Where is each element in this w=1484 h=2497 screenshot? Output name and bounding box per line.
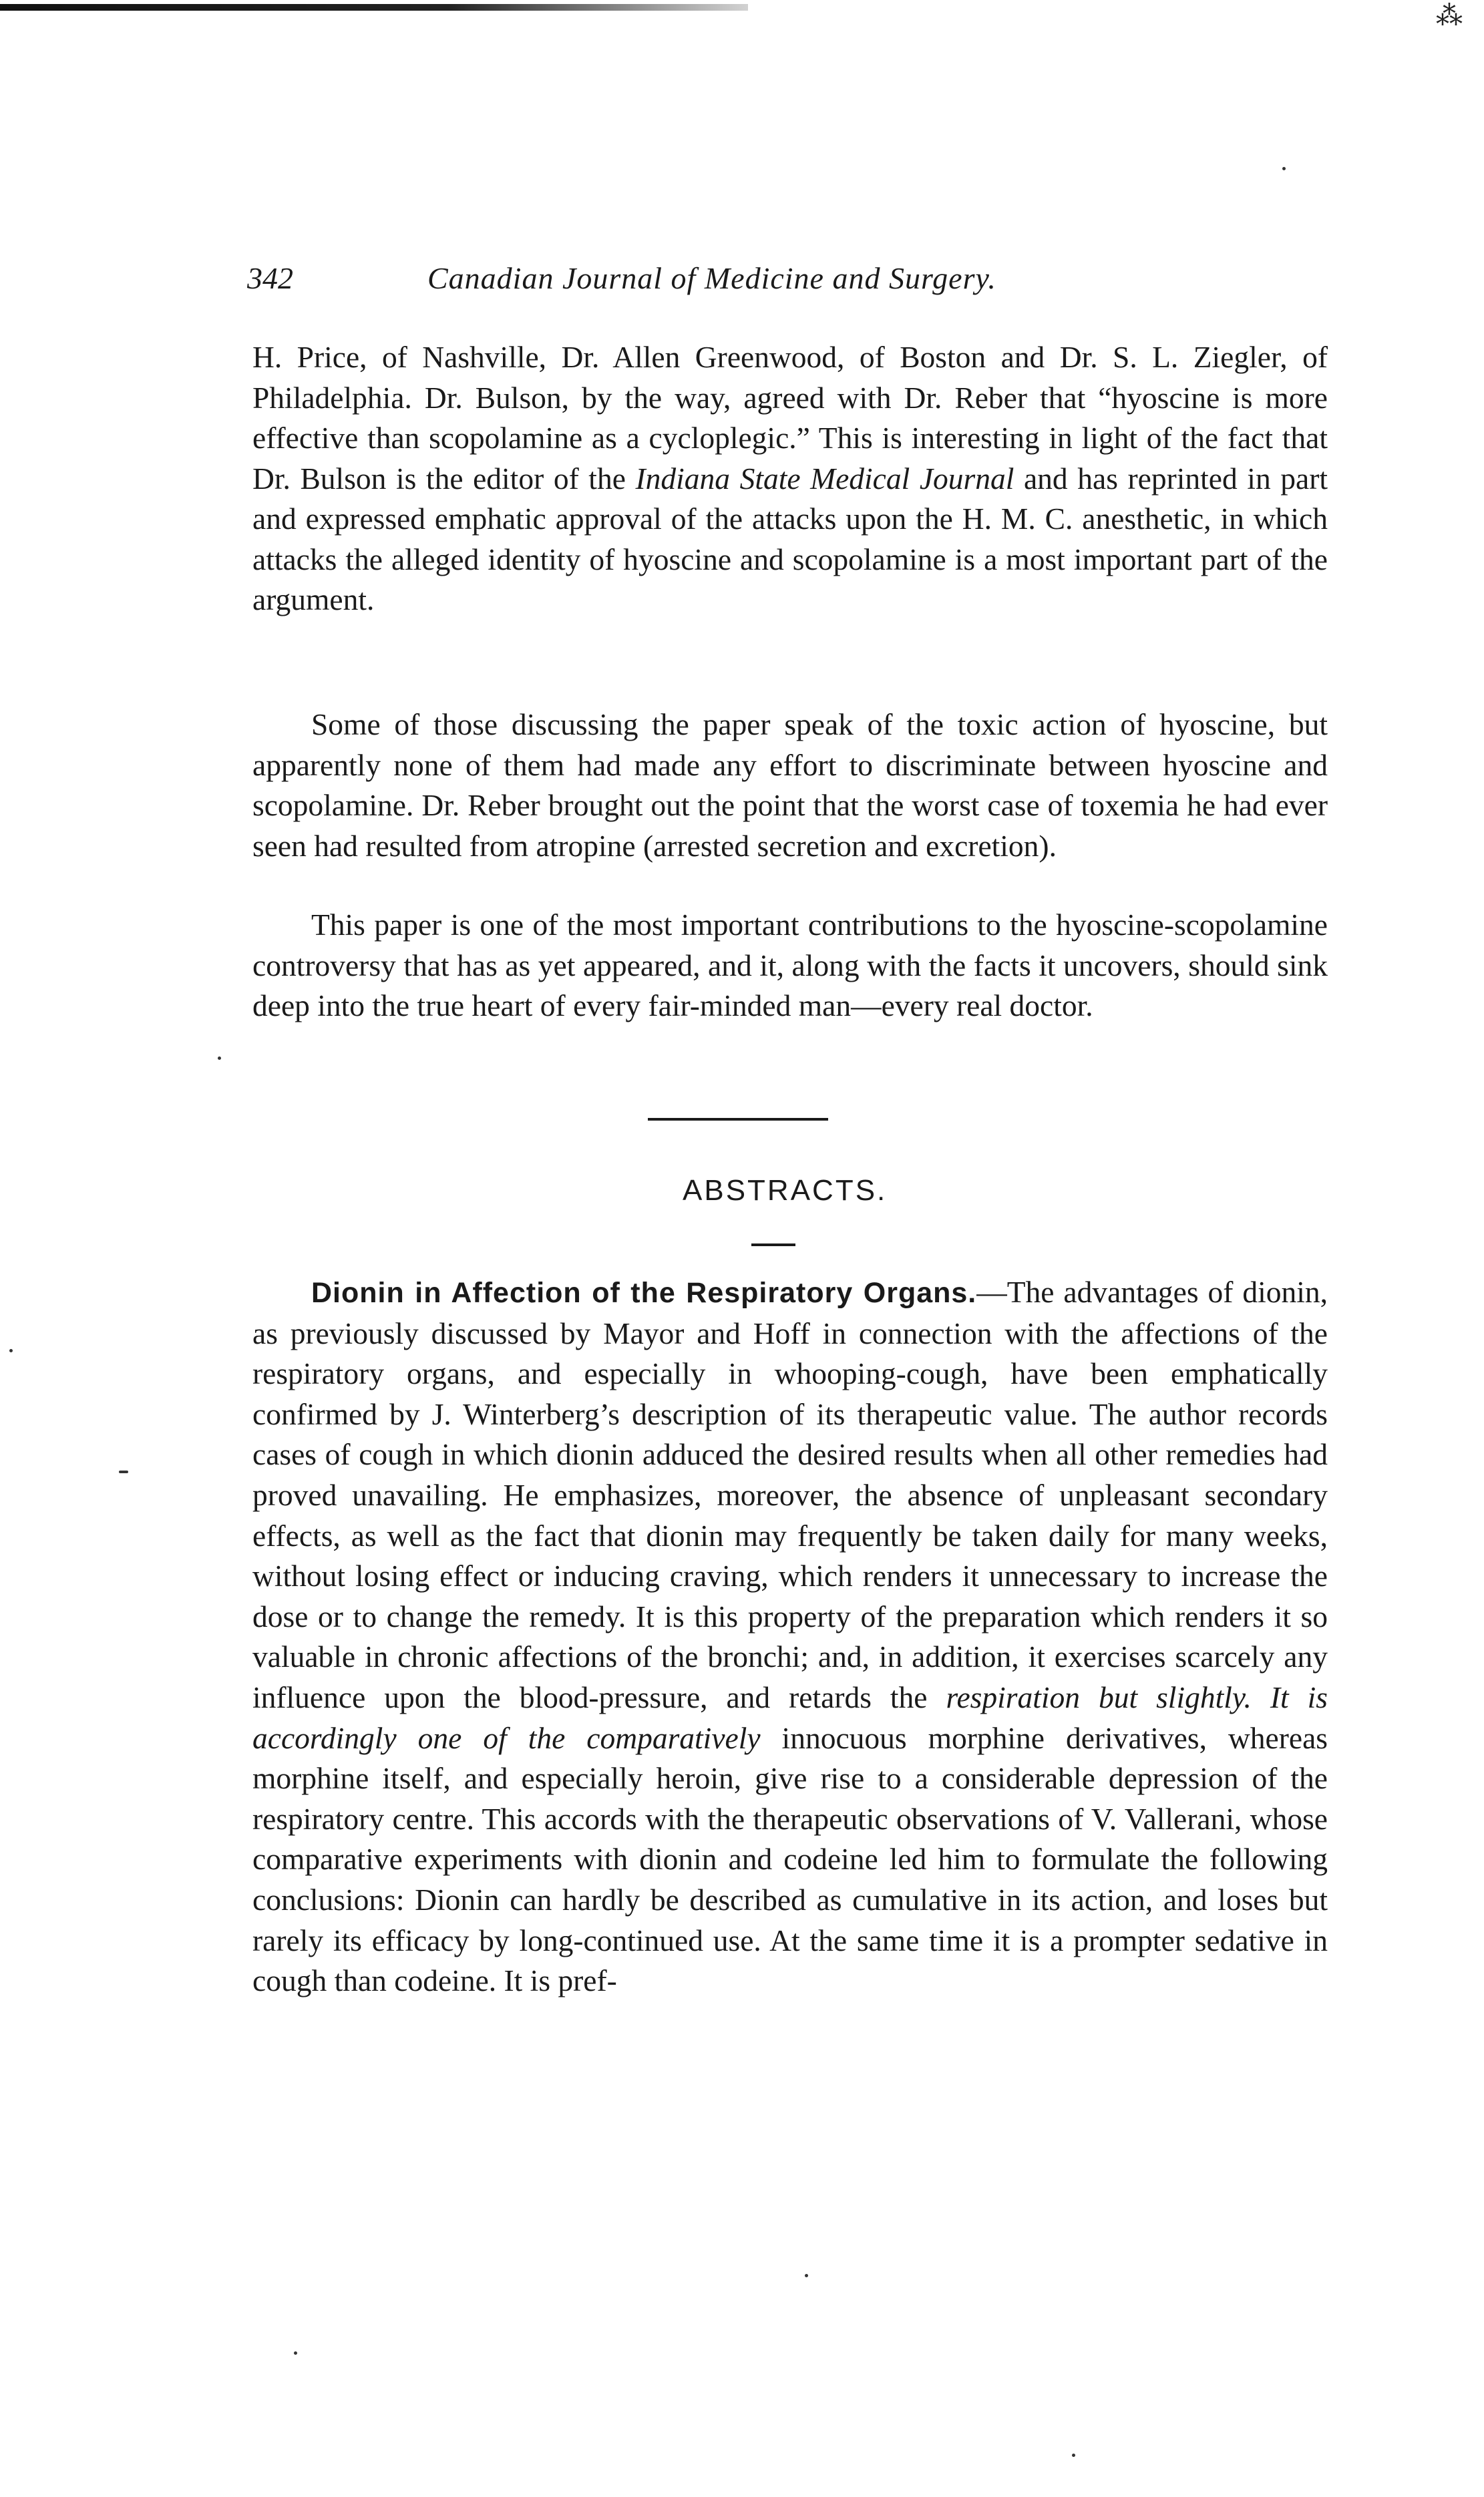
scan-speck xyxy=(9,1349,13,1352)
scan-speck xyxy=(1072,2454,1075,2457)
paragraph-1 xyxy=(252,337,1328,620)
paragraph-2-text: Some of those discussing the paper speak of the toxic action of hyoscine, but apparently none of them had made any effort to discriminate between hyoscine and scopolamine. Dr. Reber brought out the point that the worst case of toxemia he had ever seen had resulted from atropine (arrested secretion and excretion). xyxy=(252,707,1328,863)
scan-corner-mark: ⁂ xyxy=(1436,1,1463,31)
running-header xyxy=(247,260,1195,307)
abstract-paragraph xyxy=(252,1272,1328,2001)
scan-speck xyxy=(805,2274,808,2277)
abstract-body-a: —The advantages of dionin, as previously discussed by Mayor and Hoff in connection with the affections of the respiratory organs, and especially in whooping-cough, have been emphatically confirmed by J. Winterberg’s description of its therapeutic value. The author records cases of cough in which dionin adduced the desired results when all other remedies had proved unavailing. He emphasizes, moreover, the absence of unpleasant secondary effects, as well as the fact that dionin may frequently be taken daily for many weeks, without losing effect or inducing craving, which renders it unnecessary to increase the dose or to change the remedy. It is this property of the preparation which renders it so valuable in chronic affections of the bronchi; and, in addition, it exercises scarcely any influence upon the blood-pressure, and retards the xyxy=(252,1275,1328,1714)
scan-speck xyxy=(119,1471,128,1473)
paragraph-3-text: This paper is one of the most important contributions to the hyoscine-scopolamine controversy that has as yet appeared, and it, along with the facts it uncovers, should sink deep into the true heart of every fair-minded man—every real doctor. xyxy=(252,908,1328,1022)
section-divider-short xyxy=(751,1243,795,1246)
page-number: 342 xyxy=(247,261,293,295)
section-divider-long xyxy=(648,1118,828,1121)
scan-edge-rule xyxy=(0,4,748,11)
paragraph-1-text-a: H. Price, of Nashville, Dr. Allen Greenwood, of Boston and Dr. S. L. Ziegler, of Philadelphia. Dr. Bulson, by the way, agreed with Dr. Reber that “hyoscine is more effective than scopolamine as a cycloplegic.” This is interesting in light of the fact that Dr. Bulson is the editor of the xyxy=(252,340,1328,496)
paragraph-1-text-b: and has reprinted in part and expressed emphatic approval of the attacks upon the H. M. C. anesthetic, in which attacks the alleged identity of hyoscine and scopolamine is a most important part of the argument. xyxy=(252,461,1328,616)
scan-speck xyxy=(1282,167,1286,170)
section-heading: ABSTRACTS. xyxy=(683,1174,888,1207)
abstract-body-b: innocuous morphine derivatives, whereas morphine itself, and especially heroin, give rise to a considerable depression of the respiratory centre. This accords with the therapeutic observations of V. Vallerani, whose comparative experiments with dionin and codeine led him to formulate the following conclusions: Dionin can hardly be described as cumulative in its action, and loses but rarely its efficacy by long-continued use. At the same time it is a prompter sedative in cough than codeine. It is pref- xyxy=(252,1720,1328,1998)
scan-speck xyxy=(218,1057,221,1060)
paragraph-2 xyxy=(252,705,1328,866)
abstract-italic-text: respiration but slightly. It is accordingly one of the comparatively xyxy=(252,1680,1328,1755)
journal-title: Canadian Journal of Medicine and Surgery. xyxy=(427,261,996,295)
abstract-title: Dionin in Affection of the Respiratory Organs. xyxy=(311,1277,977,1309)
journal-name-italic: Indiana State Medical Journal xyxy=(635,461,1014,496)
paragraph-3 xyxy=(252,905,1328,1026)
scan-speck xyxy=(294,2351,297,2355)
